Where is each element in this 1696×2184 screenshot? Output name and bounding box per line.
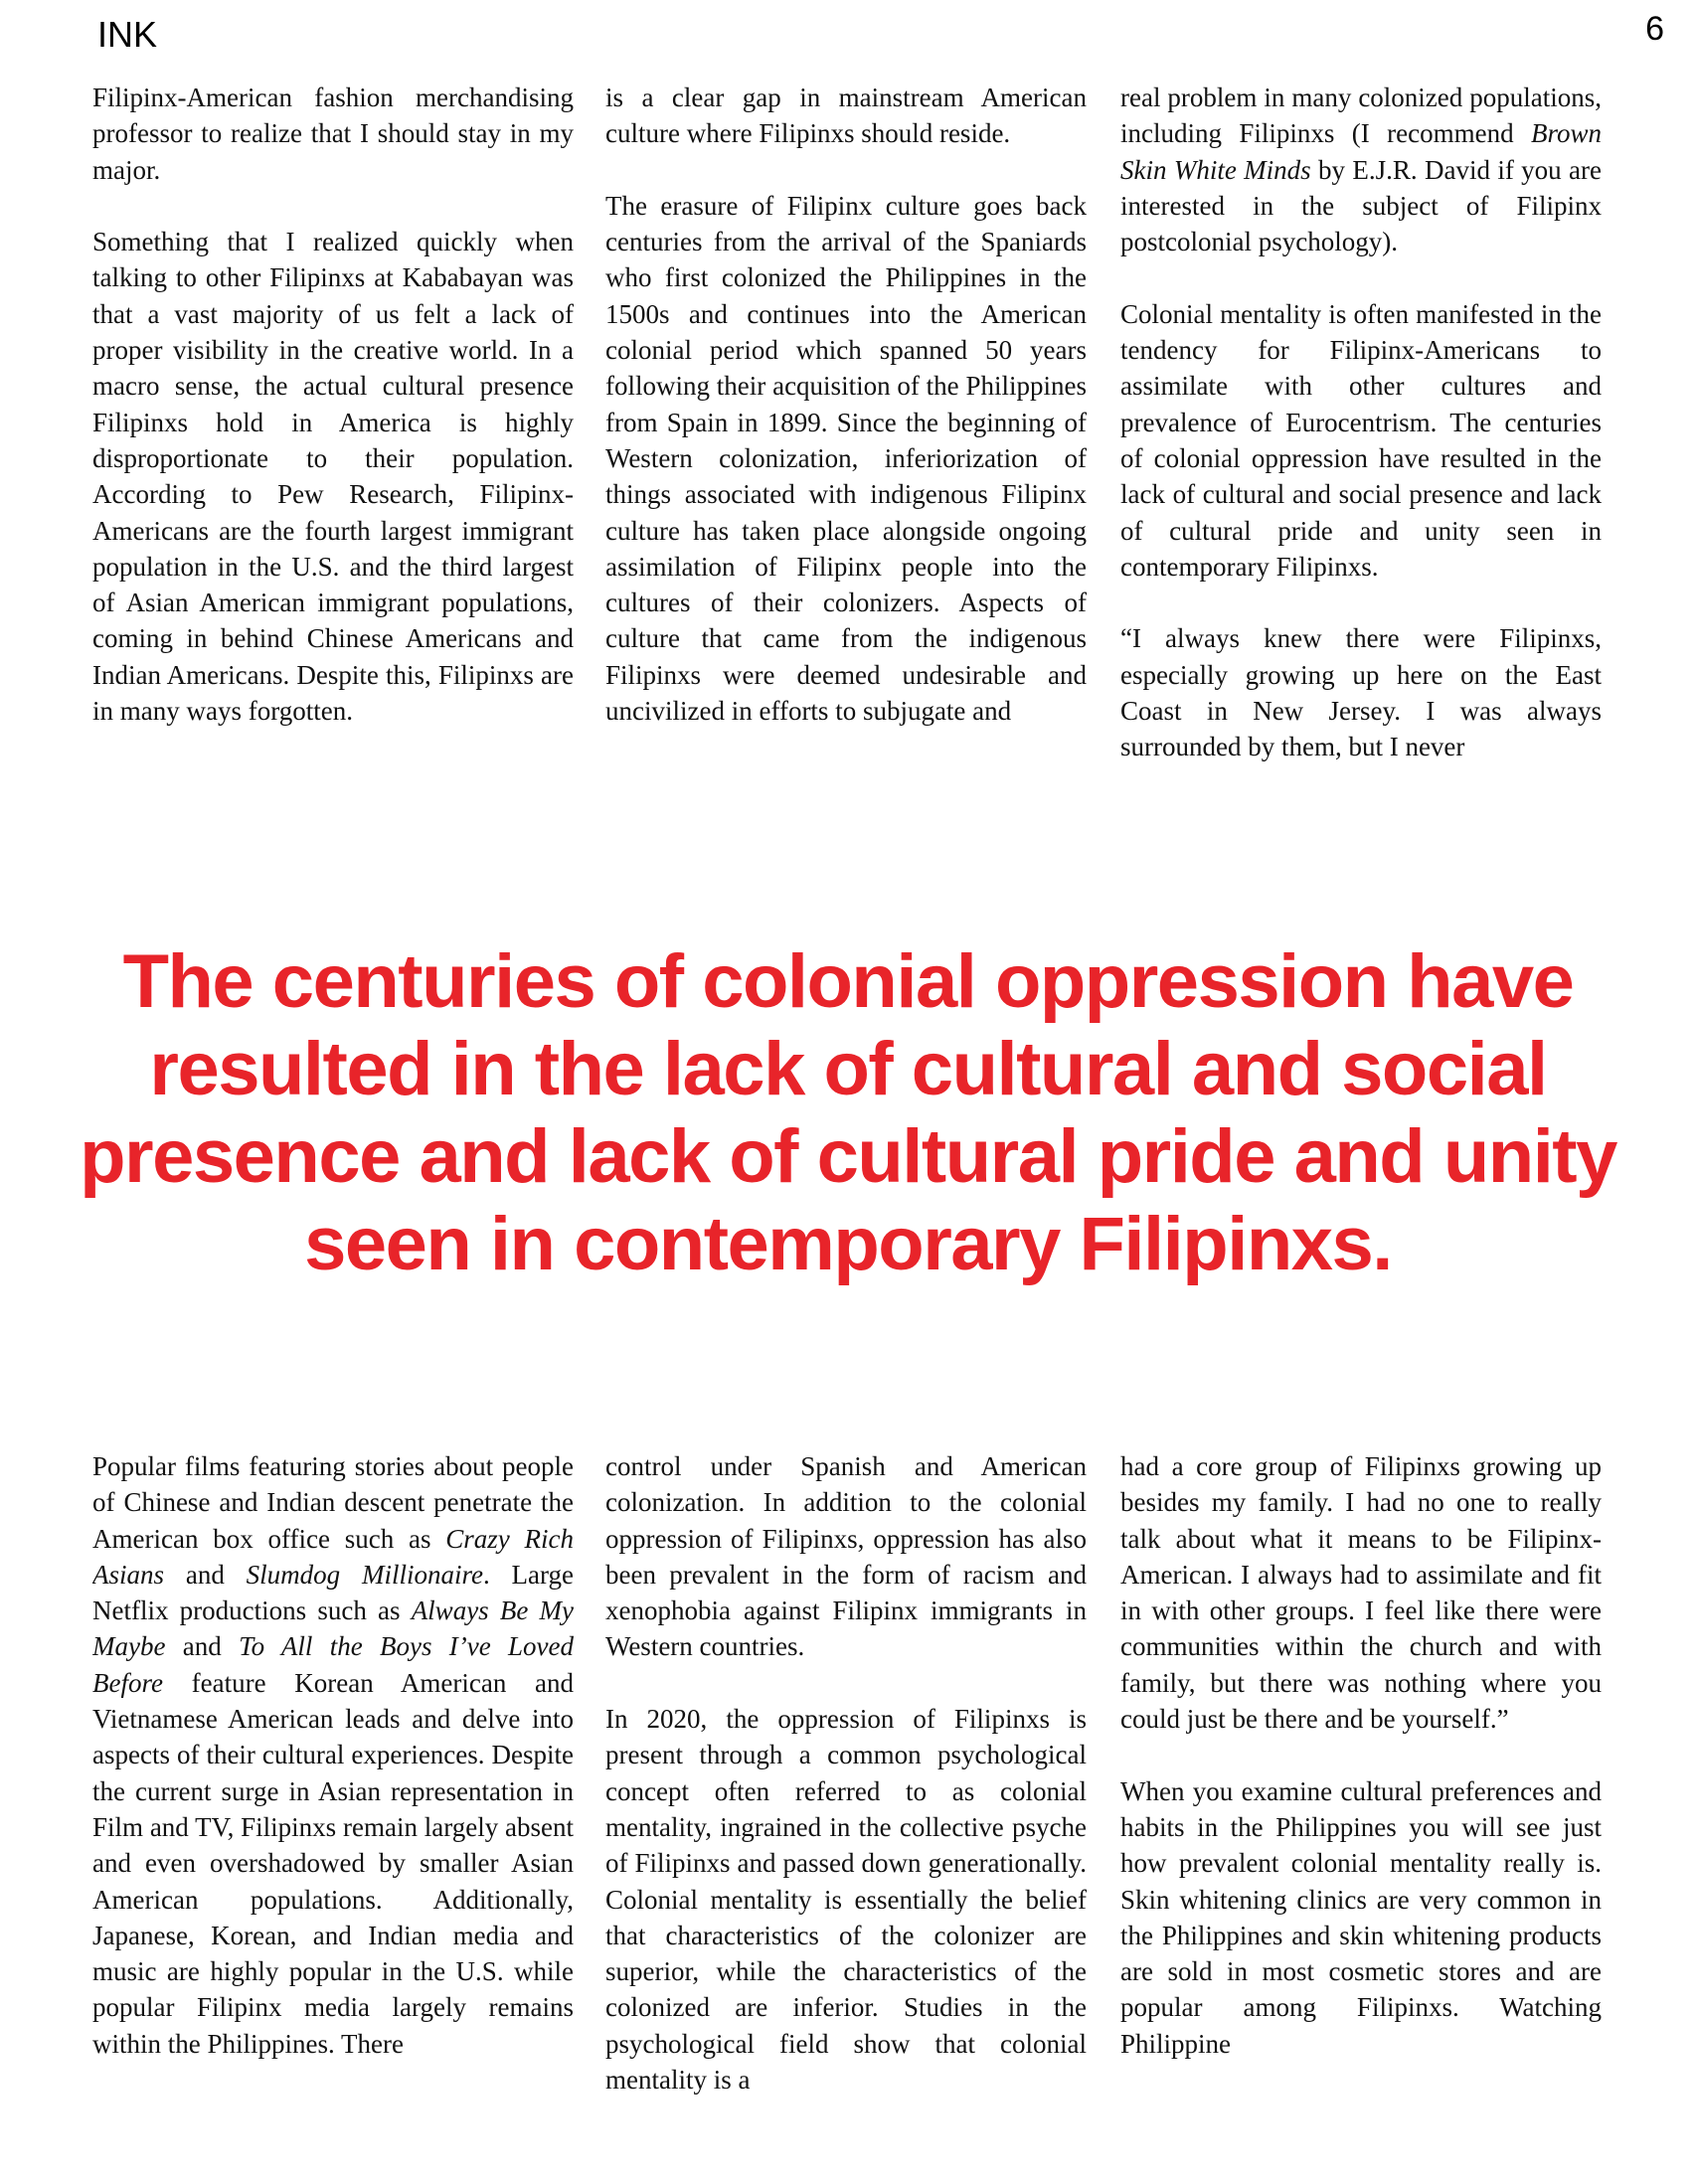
- paragraph: Filipinx-American fashion merchandising professor to realize that I should stay in my major.: [92, 83, 574, 185]
- top-column-2: [605, 80, 1087, 765]
- paragraph: control under Spanish and American colonization. In addition to the colonial oppression of Filipinxs, oppression has also been prevalent in the form of racism and xenophobia against Filipinx immigrants in Western countries.: [605, 1451, 1087, 1662]
- text-run: feature Korean American and Vietnamese American leads and delve into aspects of their cultural experiences. Despite the current surge in Asian representation in Film and TV, Filipinxs remain largely absent and even overshadowed by smaller Asian American populations. Additionally, Japanese, Korean, and Indian media and music are highly popular in the U.S. while popular Filipinx media largely remains within the Philippines. There: [92, 1667, 574, 2059]
- bottom-column-1: [92, 1448, 574, 2104]
- pull-quote: The centuries of colonial oppression have resulted in the lack of cultural and social presence and lack of cultural pride and unity seen in contemporary Filipinxs.: [80, 939, 1616, 1286]
- film-title: Crazy Rich Asians: [92, 1523, 574, 1590]
- film-title: Slumdog Millionaire: [246, 1559, 483, 1590]
- top-column-3: [1120, 80, 1602, 765]
- page-number: 6: [1645, 10, 1664, 48]
- paragraph: is a clear gap in mainstream American culture where Filipinxs should reside.: [605, 83, 1087, 149]
- text-run: . Large Netflix productions such as: [92, 1559, 574, 1626]
- text-run: Popular films featuring stories about people of Chinese and Indian descent penetrate the American box office such as: [92, 1451, 574, 1554]
- text-run: by E.J.R. David if you are interested in the subject of Filipinx postcolonial psychology).: [1120, 154, 1602, 257]
- paragraph: had a core group of Filipinxs growing up besides my family. I had no one to really talk about what it means to be Filipinx-American. I always had to assimilate and fit in with other groups. I feel like there were communities within the church and with family, but there was nothing where you could just be there and be yourself.”: [1120, 1451, 1602, 1735]
- bottom-column-2: [605, 1448, 1087, 2104]
- bottom-column-3: [1120, 1448, 1602, 2104]
- book-title: Brown Skin White Minds: [1120, 118, 1602, 185]
- publication-title: INK: [97, 14, 158, 55]
- paragraph: “I always knew there were Filipinxs, especially growing up here on the East Coast in New Jersey. I was always surrounded by them, but I never: [1120, 623, 1602, 762]
- paragraph: When you examine cultural preferences and habits in the Philippines you will see just how prevalent colonial mentality really is. Skin whitening clinics are very common in the Philippines and skin whitening products are sold in most cosmetic stores and are popular among Filipinxs. Watching Philippine: [1120, 1775, 1602, 2059]
- paragraph: Something that I realized quickly when talking to other Filipinxs at Kababayan was that a vast majority of us felt a lack of proper visibility in the creative world. In a macro sense, the actual cultural presence Filipinxs hold in America is highly disproportionate to their population. According to Pew Research, Filipinx-Americans are the fourth largest immigrant population in the U.S. and the third largest of Asian American immigrant populations, coming in behind Chinese Americans and Indian Americans. Despite this, Filipinxs are in many ways forgotten.: [92, 227, 574, 727]
- paragraph: Colonial mentality is often manifested in the tendency for Filipinx-Americans to assimilate with other cultures and prevalence of Eurocentrism. The centuries of colonial oppression have resulted in the lack of cultural and social presence and lack of cultural pride and unity seen in contemporary Filipinxs.: [1120, 298, 1602, 582]
- top-column-1: [92, 80, 574, 765]
- film-title: To All the Boys I’ve Loved Before: [92, 1631, 574, 1698]
- paragraph: [92, 1448, 574, 2062]
- text-run: and: [164, 1559, 247, 1590]
- paragraph: The erasure of Filipinx culture goes back centuries from the arrival of the Spaniards who first colonized the Philippines in the 1500s and continues into the American colonial period which spanned 50 years following their acquisition of the Philippines from Spain in 1899. Since the beginning of Western colonization, inferiorization of things associated with indigenous Filipinx culture has taken place alongside ongoing assimilation of Filipinx people into the cultures of their colonizers. Aspects of culture that came from the indigenous Filipinxs were deemed undesirable and uncivilized in efforts to subjugate and: [605, 190, 1087, 727]
- paragraph: [1120, 80, 1602, 259]
- text-run: and: [165, 1631, 240, 1662]
- film-title: Always Be My Maybe: [92, 1596, 574, 1662]
- paragraph: In 2020, the oppression of Filipinxs is present through a common psychological concept often referred to as colonial mentality, ingrained in the collective psyche of Filipinxs and passed down generationally. Colonial mentality is essentially the belief that characteristics of the colonizer are superior, while the characteristics of the colonized are inferior. Studies in the psychological field show that colonial mentality is a: [605, 1704, 1087, 2096]
- text-run: real problem in many colonized populations, including Filipinxs (I recommend: [1120, 83, 1602, 149]
